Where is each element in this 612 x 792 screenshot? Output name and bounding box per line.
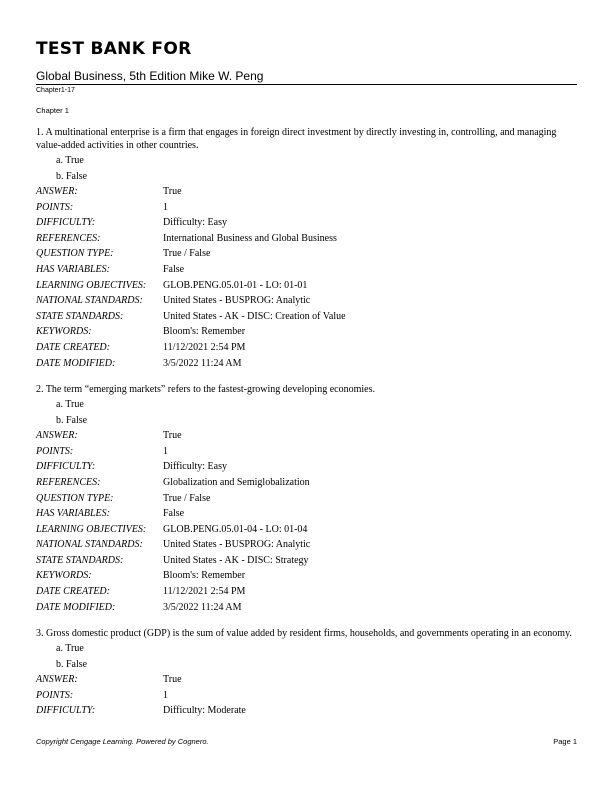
question-text: 1. A multinational enterprise is a firm that engages in foreign direct investment by directly investing in, controlling, and managing value-added activities in other countries. [36,127,557,151]
metadata-value: 3/5/2022 11:24 AM [163,357,242,369]
metadata-key: POINTS: [36,445,74,457]
metadata-key: ANSWER: [36,430,78,442]
question-text: 3. Gross domestic product (GDP) is the sum of value added by resident firms, households, and governments operating in an economy. [36,628,572,640]
metadata-key: KEYWORDS: [36,570,92,582]
metadata-value: Difficulty: Moderate [163,705,246,717]
question-block [36,126,577,371]
metadata-key: QUESTION TYPE: [36,248,114,260]
metadata-row [36,506,577,522]
answer-option: b. False [56,414,88,426]
metadata-value: True [163,430,182,442]
metadata-row [36,584,577,600]
metadata-value: True / False [163,492,211,504]
metadata-value: True / False [163,248,211,260]
answer-option: a. True [56,399,84,411]
metadata-row [36,340,577,356]
chapter-range: Chapter1-17 [36,87,75,94]
metadata-row [36,246,577,262]
metadata-row [36,491,577,507]
document-page [36,38,577,719]
metadata-value: GLOB.PENG.05.01-01 - LO: 01-01 [163,279,308,291]
metadata-key: STATE STANDARDS: [36,554,124,566]
metadata-row [36,356,577,372]
metadata-key: LEARNING OBJECTIVES: [36,279,147,291]
metadata-key: HAS VARIABLES: [36,263,110,275]
metadata-value: 1 [163,445,168,457]
metadata-row [36,553,577,569]
metadata-value: International Business and Global Business [163,232,337,244]
metadata-key: NATIONAL STANDARDS: [36,295,143,307]
answer-option: a. True [56,643,84,655]
metadata-value: United States - BUSPROG: Analytic [163,539,311,551]
answer-option: a. True [56,155,84,166]
metadata-value: United States - AK - DISC: Strategy [163,554,309,566]
metadata-key: LEARNING OBJECTIVES: [36,523,147,535]
metadata-value: Bloom's: Remember [163,326,246,338]
metadata-row [36,475,577,491]
metadata-key: DATE CREATED: [36,341,110,353]
answer-option: b. False [56,658,88,670]
metadata-key: POINTS: [36,201,74,213]
test-bank-banner: TEST BANK FOR [36,39,192,59]
metadata-value: Difficulty: Easy [163,217,227,229]
metadata-value: 11/12/2021 2:54 PM [163,341,246,353]
metadata-value: GLOB.PENG.05.01-04 - LO: 01-04 [163,523,308,535]
metadata-key: DIFFICULTY: [36,705,96,717]
metadata-row [36,309,577,325]
book-title: Global Business, 5th Edition Mike W. Peng [36,69,577,85]
metadata-key: KEYWORDS: [36,326,92,338]
metadata-value: Globalization and Semiglobalization [163,476,310,488]
metadata-key: QUESTION TYPE: [36,492,114,504]
copyright-notice: Copyright Cengage Learning. Powered by Cognero. [36,737,209,746]
metadata-key: DATE MODIFIED: [36,601,116,613]
metadata-key: ANSWER: [36,674,78,686]
metadata-row [36,522,577,538]
answer-option: b. False [56,170,88,182]
metadata-value: False [163,508,185,520]
page-number: Page 1 [553,737,577,746]
metadata-key: POINTS: [36,689,74,701]
question-list [36,126,577,719]
metadata-key: HAS VARIABLES: [36,508,110,520]
metadata-value: True [163,186,182,197]
metadata-value: 3/5/2022 11:24 AM [163,601,242,613]
metadata-row [36,703,577,719]
metadata-row [36,262,577,278]
metadata-row [36,688,577,704]
metadata-row [36,428,577,444]
metadata-key: DIFFICULTY: [36,217,96,229]
metadata-value: United States - AK - DISC: Creation of Value [163,310,346,322]
metadata-value: 1 [163,689,168,701]
metadata-row [36,600,577,616]
metadata-value: Difficulty: Easy [163,461,227,473]
metadata-value: False [163,263,185,275]
metadata-key: DATE MODIFIED: [36,357,116,369]
metadata-row [36,459,577,475]
metadata-row [36,672,577,688]
metadata-row [36,278,577,294]
page-footer [36,737,577,746]
metadata-row [36,324,577,340]
metadata-key: DATE CREATED: [36,586,110,598]
question-block [36,383,577,615]
metadata-value: Bloom's: Remember [163,570,246,582]
metadata-key: DIFFICULTY: [36,461,96,473]
question-block [36,627,577,719]
chapter-label: Chapter 1 [36,106,69,115]
metadata-key: ANSWER: [36,186,78,197]
metadata-value: True [163,674,182,686]
metadata-row [36,293,577,309]
metadata-key: REFERENCES: [36,232,101,244]
metadata-row [36,200,577,216]
metadata-row [36,568,577,584]
metadata-row [36,537,577,553]
question-text: 2. The term “emerging markets” refers to the fastest-growing developing economies. [36,384,375,396]
metadata-row [36,215,577,231]
metadata-row [36,444,577,460]
metadata-value: 1 [163,201,168,213]
metadata-row [36,231,577,247]
metadata-key: NATIONAL STANDARDS: [36,539,143,551]
metadata-value: United States - BUSPROG: Analytic [163,295,311,307]
metadata-key: STATE STANDARDS: [36,310,124,322]
metadata-key: REFERENCES: [36,476,101,488]
metadata-row [36,184,577,200]
metadata-value: 11/12/2021 2:54 PM [163,586,246,598]
